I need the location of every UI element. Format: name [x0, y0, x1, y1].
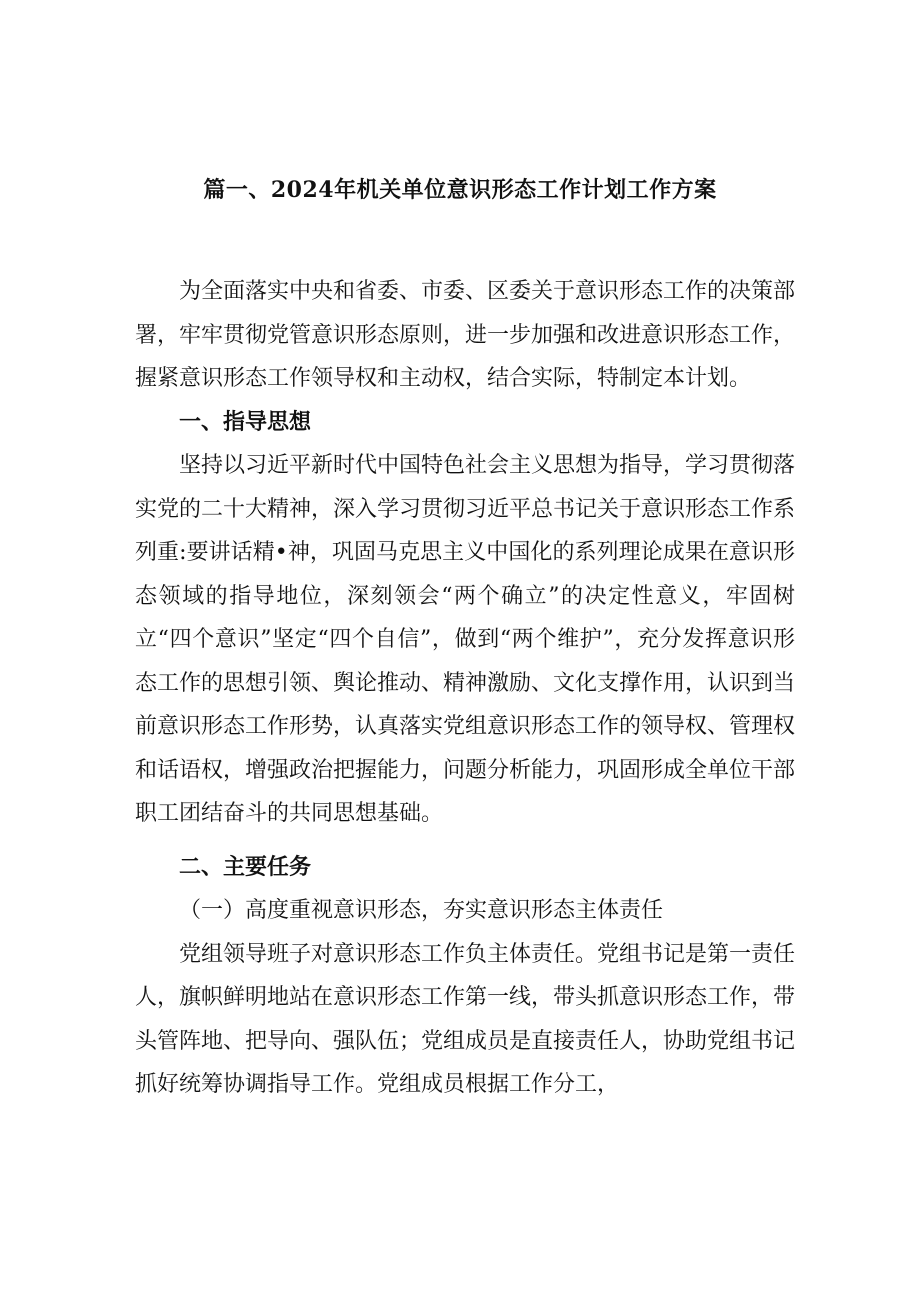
intro-paragraph: 为全面落实中央和省委、市委、区委关于意识形态工作的决策部署，牢牢贯彻党管意识形态原则，进一步加强和改进意识形态工作，握紧意识形态工作领导权和主动权，结合实际，特制定本计划。: [135, 279, 796, 391]
document-body: [135, 270, 795, 1107]
section-gap: [135, 836, 795, 846]
document-title: 篇一、2024年机关单位意识形态工作计划工作方案: [203, 177, 717, 203]
section-heading-main-tasks: 二、主要任务: [179, 854, 312, 880]
guiding-thought-paragraph: 坚持以习近平新时代中国特色社会主义思想为指导，学习贯彻落实党的二十大精神，深入学习贯彻习近平总书记关于意识形态工作系列重:要讲话精•神，巩固马克思主义中国化的系列理论成果在意识形态领域的指导地位，深刻领会“两个确立”的决定性意义，牢固树立“四个意识”坚定“四个自信”，做到“两个维护”，充分发挥意识形态工作的思想引领、舆论推动、精神激励、文化支撑作用，认识到当前意识形态工作形势，认真落实党组意识形态工作的领导权、管理权和话语权，增强政治把握能力，问题分析能力，巩固形成全单位干部职工团结奋斗的共同思想基础。: [135, 453, 796, 826]
subsection-heading-1: （一）高度重视意识形态，夯实意识形态主体责任: [179, 898, 664, 923]
section-heading-guiding-thought: 一、指导思想: [179, 409, 312, 435]
main-tasks-paragraph: 党组领导班子对意识形态工作负主体责任。党组书记是第一责任人，旗帜鲜明地站在意识形态工作第一线，带头抓意识形态工作，带头管阵地、把导向、强队伍；党组成员是直接责任人，协助党组书记抓好统筹协调指导工作。党组成员根据工作分工，: [135, 941, 796, 1097]
